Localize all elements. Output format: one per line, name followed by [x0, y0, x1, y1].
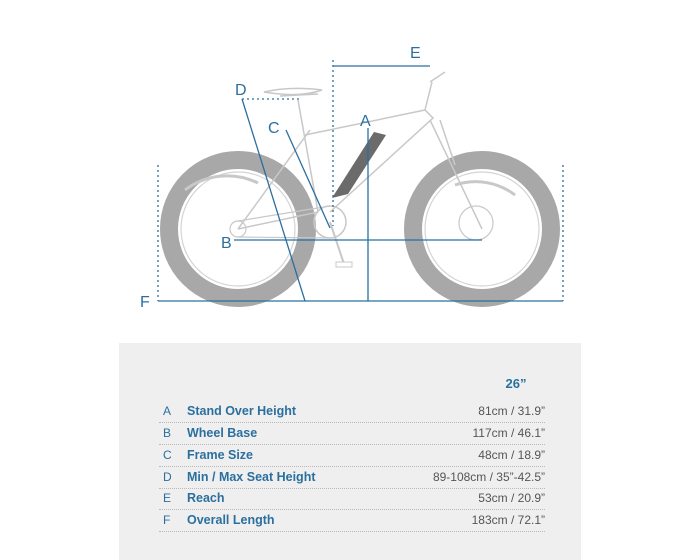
dim-letter-a: A	[360, 113, 371, 130]
spec-letter: E	[163, 491, 172, 505]
spec-value: 183cm / 72.1”	[471, 513, 545, 527]
battery	[332, 132, 386, 198]
spec-value: 81cm / 31.9”	[478, 404, 545, 418]
spec-value: 48cm / 18.9”	[478, 448, 545, 462]
bike-illustration	[169, 72, 551, 298]
spec-label: Reach	[187, 491, 225, 505]
spec-row-c	[159, 445, 545, 467]
spec-value: 53cm / 20.9”	[478, 491, 545, 505]
spec-letter: A	[163, 404, 172, 418]
spec-letter: D	[163, 470, 172, 484]
spec-value: 117cm / 46.1”	[472, 426, 545, 440]
spec-label: Wheel Base	[187, 426, 258, 440]
brake-disc	[459, 206, 493, 240]
size-column-header: 26”	[505, 376, 527, 391]
dim-letter-c: C	[268, 120, 280, 137]
spec-row-d	[159, 467, 545, 489]
spec-table	[119, 343, 581, 560]
spec-label: Overall Length	[187, 513, 275, 527]
spec-row-b	[159, 423, 545, 445]
dim-letter-b: B	[221, 235, 232, 252]
crank-arm	[330, 222, 344, 264]
dim-letter-e: E	[410, 45, 421, 62]
spec-label: Min / Max Seat Height	[187, 470, 316, 484]
spec-row-f	[159, 510, 545, 532]
spec-value: 89-108cm / 35”-42.5”	[432, 470, 545, 484]
spec-row-e	[159, 488, 545, 510]
spec-label: Stand Over Height	[187, 404, 297, 418]
spec-letter: B	[163, 426, 172, 440]
dimension-lines	[158, 60, 563, 301]
dim-letter-d: D	[235, 82, 247, 99]
spec-letter: F	[163, 513, 171, 527]
spec-row-a	[159, 401, 545, 423]
dim-letter-f: F	[140, 294, 150, 311]
pedal	[336, 262, 352, 267]
spec-label: Frame Size	[187, 448, 254, 462]
spec-letter: C	[163, 448, 172, 462]
